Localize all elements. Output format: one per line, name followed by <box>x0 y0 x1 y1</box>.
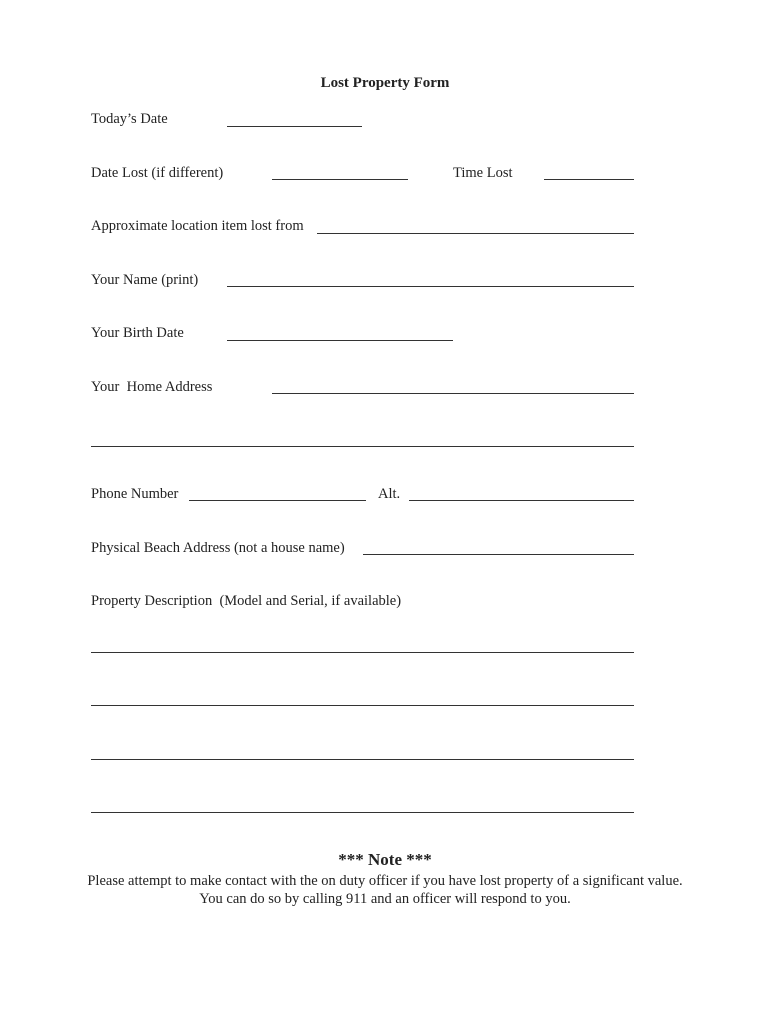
phone-field[interactable] <box>189 500 366 501</box>
time-lost-label: Time Lost <box>453 165 513 181</box>
property-description-line-3[interactable] <box>91 759 634 760</box>
note-body: Please attempt to make contact with the on duty officer if you have lost property of a significant value. You can do so by calling 911 and an officer will respond to you. <box>87 873 683 907</box>
property-description-line-1[interactable] <box>91 652 634 653</box>
property-description-line-2[interactable] <box>91 705 634 706</box>
home-address-field-line2[interactable] <box>91 446 634 447</box>
location-field[interactable] <box>317 233 634 234</box>
home-address-label: Your Home Address <box>91 379 213 395</box>
birth-date-field[interactable] <box>227 340 453 341</box>
todays-date-field[interactable] <box>227 126 362 127</box>
alt-phone-field[interactable] <box>409 500 634 501</box>
todays-date-label: Today’s Date <box>91 111 168 127</box>
date-lost-label: Date Lost (if different) <box>91 165 224 181</box>
phone-label: Phone Number <box>91 486 179 502</box>
alt-phone-label: Alt. <box>378 486 401 502</box>
name-field[interactable] <box>227 286 634 287</box>
location-label: Approximate location item lost from <box>91 218 304 234</box>
date-lost-field[interactable] <box>272 179 408 180</box>
beach-address-label: Physical Beach Address (not a house name) <box>91 540 345 556</box>
beach-address-field[interactable] <box>363 554 634 555</box>
time-lost-field[interactable] <box>544 179 634 180</box>
property-description-line-4[interactable] <box>91 812 634 813</box>
property-description-label: Property Description (Model and Serial, if available) <box>91 593 402 609</box>
note-heading: *** Note *** <box>338 850 432 869</box>
home-address-field-line1[interactable] <box>272 393 634 394</box>
form-title: Lost Property Form <box>320 75 450 91</box>
birth-date-label: Your Birth Date <box>91 325 184 341</box>
name-label: Your Name (print) <box>91 272 199 288</box>
